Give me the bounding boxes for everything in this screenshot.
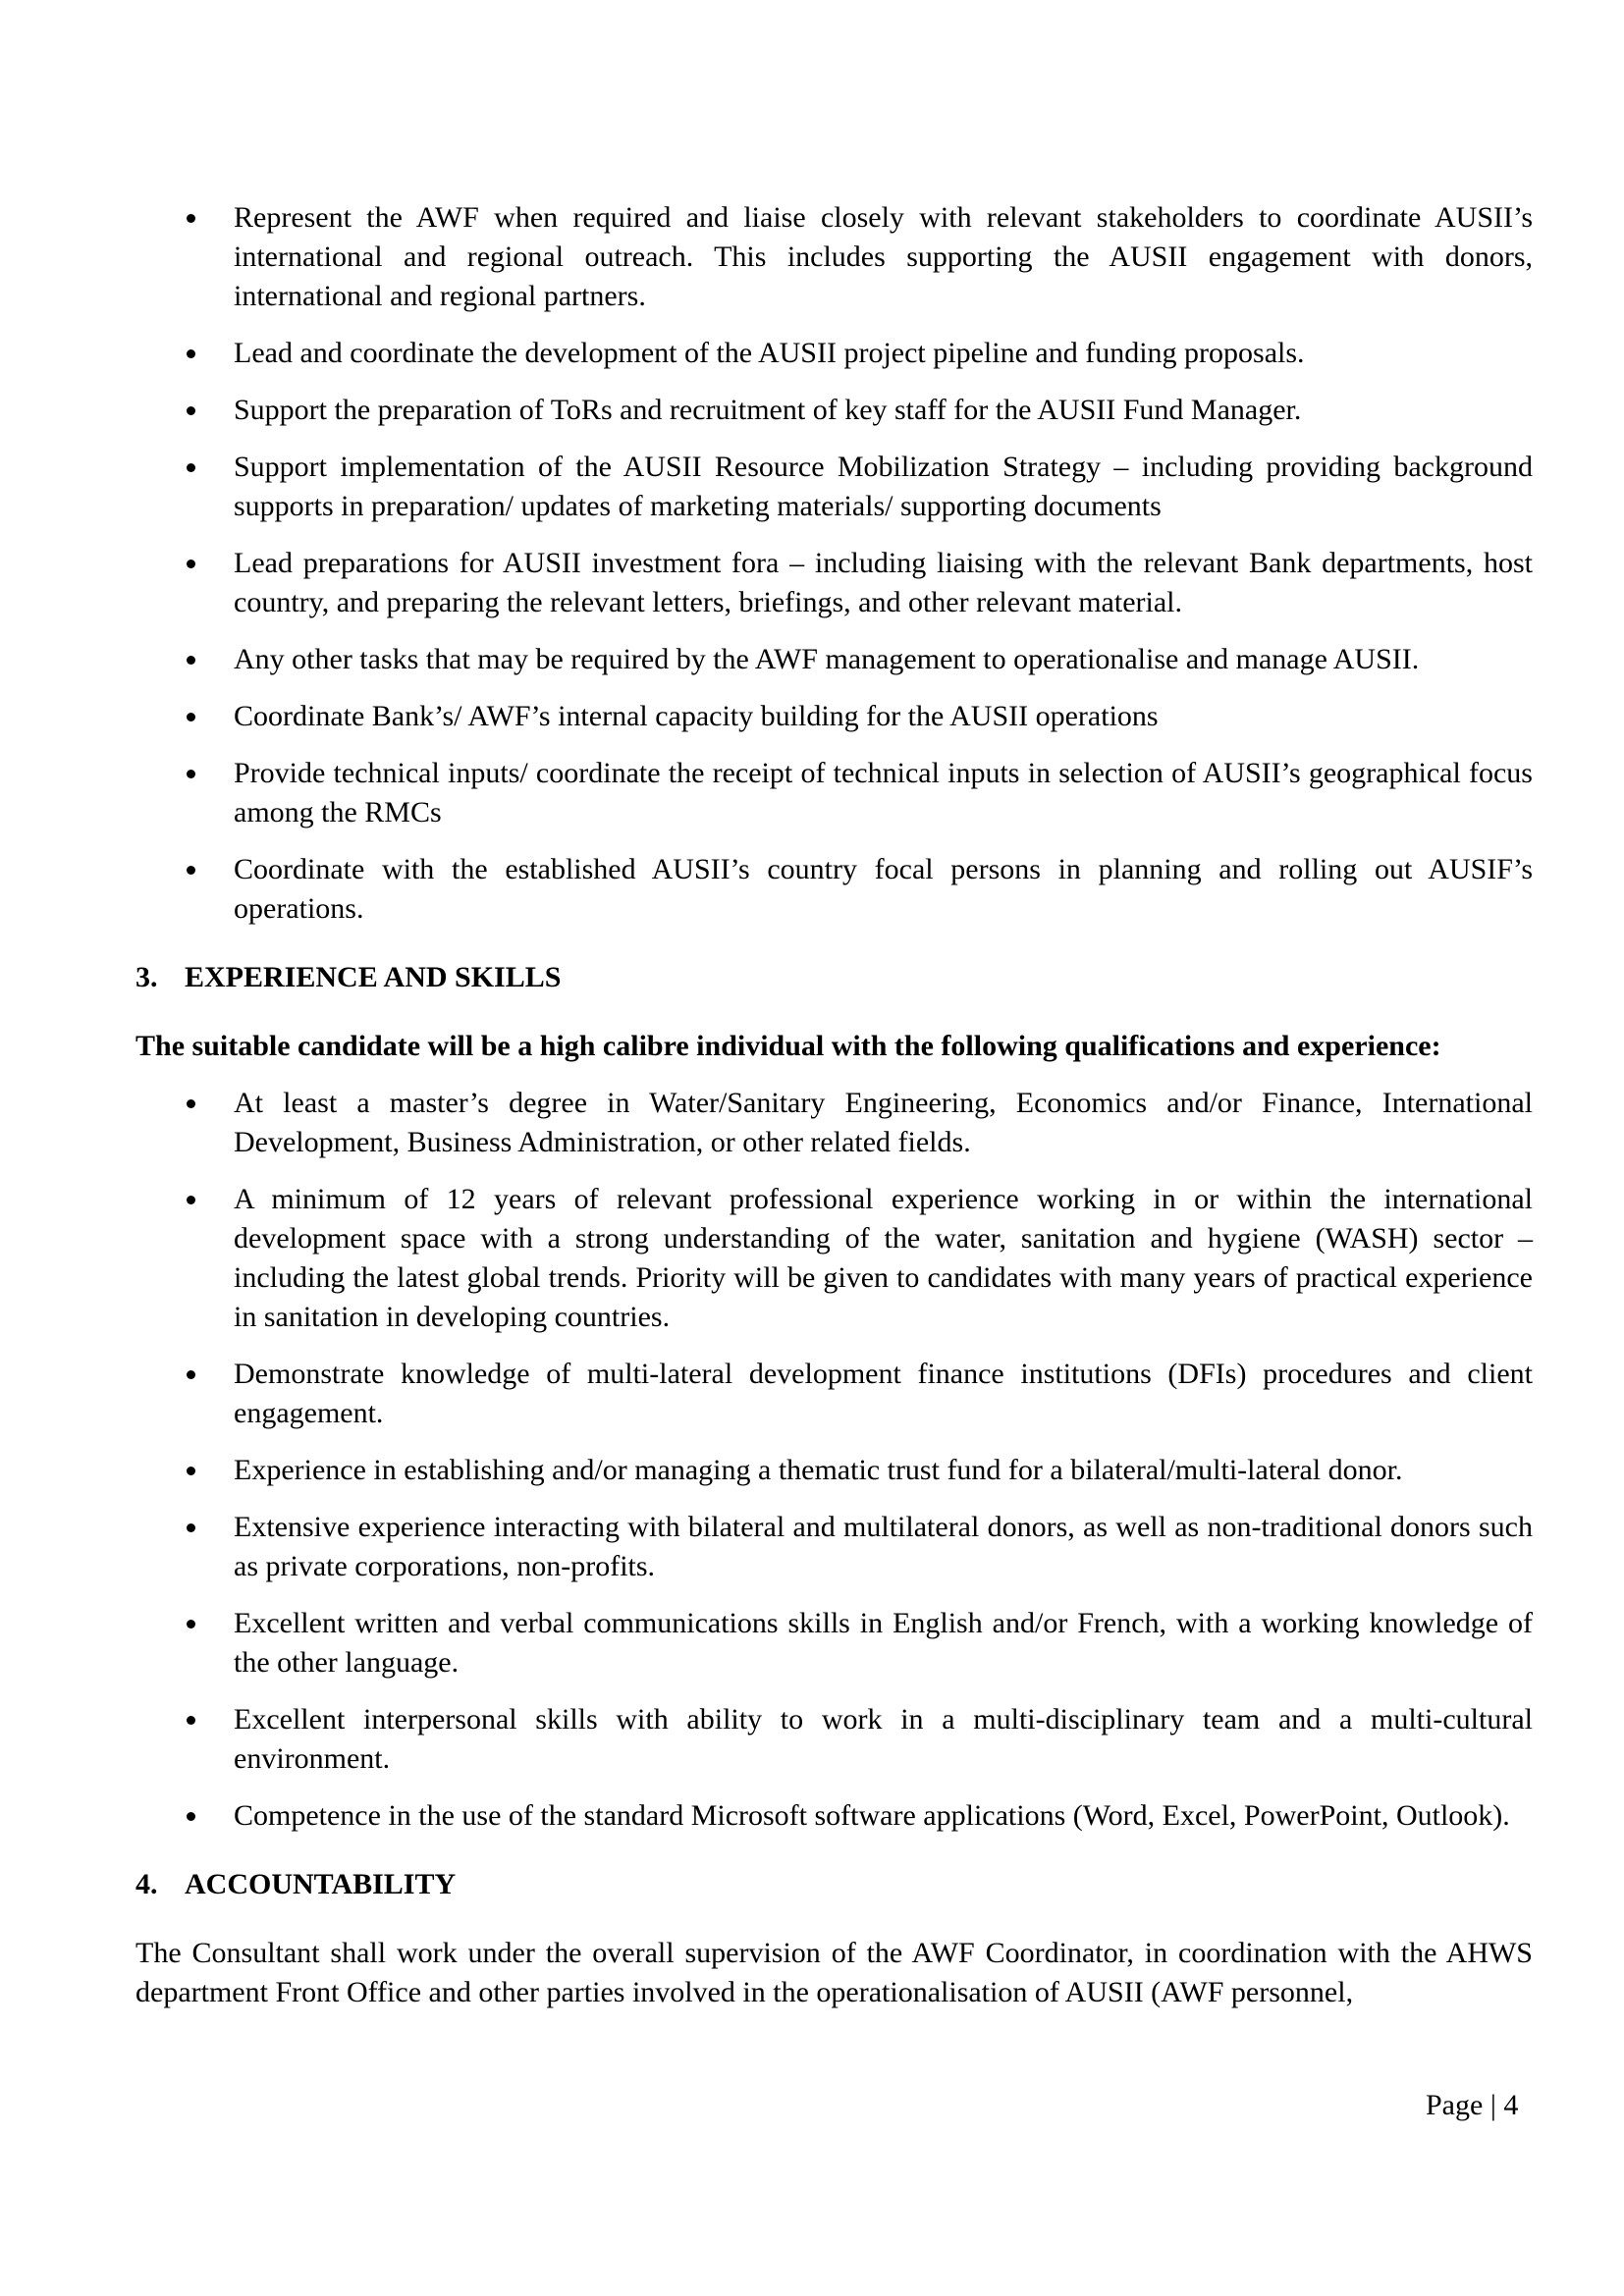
document-page	[135, 198, 1533, 2012]
section-title: ACCOUNTABILITY	[185, 1868, 457, 1900]
list-item-text: A minimum of 12 years of relevant professional experience working in or within the international development space with a strong understanding of the water, sanitation and hygiene (WASH) sector – including the latest global trends. Priority will be given to candidates with many years of practical experience in sanitation in developing countries.	[234, 1183, 1533, 1333]
section-number: 4.	[135, 1868, 158, 1900]
list-item	[135, 448, 1533, 526]
list-item-text: Extensive experience interacting with bilateral and multilateral donors, as well as non-traditional donors such as private corporations, non-profits.	[234, 1511, 1533, 1582]
list-item	[135, 1508, 1533, 1586]
list-item-text: Any other tasks that may be required by the AWF management to operationalise and manage AUSII.	[234, 643, 1420, 675]
bullet-icon	[187, 1370, 195, 1379]
bullet-icon	[187, 463, 195, 472]
list-item	[135, 697, 1533, 736]
list-item-text: Demonstrate knowledge of multi-lateral development finance institutions (DFIs) procedures and client engagement.	[234, 1358, 1533, 1429]
page-number: 4	[1503, 2089, 1519, 2121]
list-item-text: Coordinate with the established AUSII’s country focal persons in planning and rolling out AUSIF’s operations.	[234, 853, 1533, 925]
list-item	[135, 640, 1533, 679]
list-item	[135, 1700, 1533, 1779]
list-item-text: At least a master’s degree in Water/Sanitary Engineering, Economics and/or Finance, International Development, Business Administration, or other related fields.	[234, 1087, 1533, 1158]
section-heading-experience	[135, 958, 1533, 997]
list-item	[135, 544, 1533, 622]
bullet-icon	[187, 866, 195, 875]
bullet-icon	[187, 1620, 195, 1629]
bullet-icon	[187, 656, 195, 665]
list-item-text: Support the preparation of ToRs and recruitment of key staff for the AUSII Fund Manager.	[234, 394, 1302, 426]
bullet-icon	[187, 560, 195, 568]
bullet-icon	[187, 1467, 195, 1475]
bullet-icon	[187, 406, 195, 415]
accountability-paragraph: The Consultant shall work under the overall supervision of the AWF Coordinator, in coordination with the AHWS department Front Office and other parties involved in the operationalisation of AUSII (AWF personnel,	[135, 1937, 1533, 2008]
page-number-footer	[1426, 2089, 1518, 2122]
section-number: 3.	[135, 961, 158, 993]
section-heading-accountability	[135, 1865, 1533, 1904]
list-item-text: Competence in the use of the standard Microsoft software applications (Word, Excel, PowerPoint, Outlook).	[234, 1799, 1510, 1832]
list-item	[135, 334, 1533, 373]
bullet-icon	[187, 713, 195, 721]
bullet-icon	[187, 770, 195, 778]
list-item	[135, 1451, 1533, 1490]
bullet-icon	[187, 1716, 195, 1725]
page-separator: |	[1489, 2089, 1496, 2121]
list-item-text: Lead preparations for AUSII investment fora – including liaising with the relevant Bank departments, host country, and preparing the relevant letters, briefings, and other relevant material.	[234, 547, 1533, 618]
list-item-text: Lead and coordinate the development of the AUSII project pipeline and funding proposals.	[234, 337, 1305, 369]
qualifications-intro: The suitable candidate will be a high calibre individual with the following qualifications and experience:	[135, 1030, 1441, 1062]
list-item-text: Provide technical inputs/ coordinate the receipt of technical inputs in selection of AUSII’s geographical focus among the RMCs	[234, 757, 1533, 828]
page-label: Page	[1426, 2089, 1484, 2121]
qualifications-list	[135, 1084, 1533, 1836]
bullet-icon	[187, 349, 195, 358]
bullet-icon	[187, 1196, 195, 1204]
bullet-icon	[187, 1099, 195, 1108]
list-item	[135, 198, 1533, 316]
list-item	[135, 850, 1533, 929]
list-item	[135, 754, 1533, 832]
bullet-icon	[187, 1812, 195, 1821]
list-item-text: Excellent written and verbal communications skills in English and/or French, with a working knowledge of the other language.	[234, 1607, 1533, 1679]
responsibilities-list	[135, 198, 1533, 929]
list-item-text: Support implementation of the AUSII Resource Mobilization Strategy – including providing background supports in preparation/ updates of marketing materials/ supporting documents	[234, 451, 1533, 522]
list-item-text: Excellent interpersonal skills with ability to work in a multi-disciplinary team and a multi-cultural environment.	[234, 1703, 1533, 1775]
list-item	[135, 1084, 1533, 1162]
bullet-icon	[187, 214, 195, 223]
list-item	[135, 1604, 1533, 1682]
list-item-text: Experience in establishing and/or managing a thematic trust fund for a bilateral/multi-lateral donor.	[234, 1454, 1403, 1486]
list-item-text: Represent the AWF when required and liaise closely with relevant stakeholders to coordinate AUSII’s international and regional outreach. This includes supporting the AUSII engagement with donors, international and regional partners.	[234, 201, 1533, 312]
list-item-text: Coordinate Bank’s/ AWF’s internal capacity building for the AUSII operations	[234, 700, 1159, 732]
list-item	[135, 1180, 1533, 1337]
list-item	[135, 391, 1533, 430]
list-item	[135, 1355, 1533, 1433]
section-title: EXPERIENCE AND SKILLS	[185, 961, 562, 993]
list-item	[135, 1796, 1533, 1836]
bullet-icon	[187, 1523, 195, 1532]
